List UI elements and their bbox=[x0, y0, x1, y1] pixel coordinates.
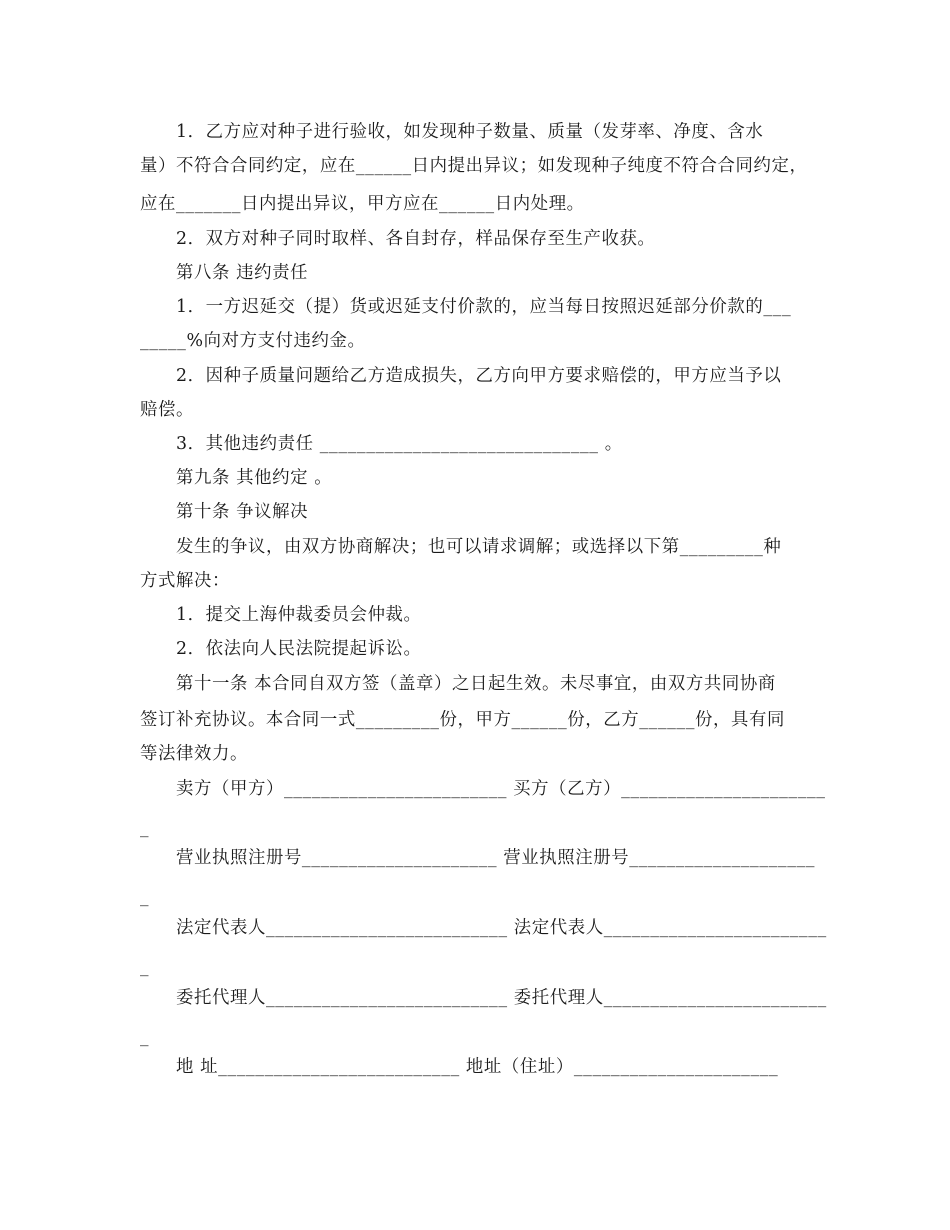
clause-10-option-1: 1．提交上海仲裁委员会仲裁。 bbox=[176, 605, 422, 625]
signature-legal-rep: 法定代表人__________________________ 法定代表人________________________ bbox=[176, 918, 827, 938]
clause-10-body-line-1: 发生的争议，由双方协商解决；也可以请求调解；或选择以下第_________种 bbox=[176, 537, 782, 557]
signature-address: 地 址__________________________ 地址（住址）______________________ bbox=[176, 1057, 779, 1077]
signature-overflow-3: _ bbox=[140, 957, 149, 977]
clause-11-line-1: 第十一条 本合同自双方签（盖章）之日起生效。未尽事宜，由双方共同协商 bbox=[176, 674, 776, 694]
clause-8-item-1-line-2: _____%向对方支付违约金。 bbox=[140, 331, 366, 351]
clause-9-heading: 第九条 其他约定 。 bbox=[176, 468, 333, 488]
clause-8-item-3: 3．其他违约责任 ______________________________ 。 bbox=[176, 434, 623, 454]
signature-overflow-2: _ bbox=[140, 887, 149, 907]
signature-seller-buyer: 卖方（甲方）________________________ 买方（乙方）______________________ bbox=[176, 779, 826, 799]
signature-overflow-4: _ bbox=[140, 1027, 149, 1047]
clause-8-heading: 第八条 违约责任 bbox=[176, 263, 309, 283]
signature-license-number: 营业执照注册号_____________________ 营业执照注册号____________________ bbox=[176, 848, 816, 868]
clause-11-line-2: 签订补充协议。本合同一式_________份，甲方______份，乙方______份，具有同 bbox=[140, 710, 785, 730]
clause-8-item-2-line-1: 2．因种子质量问题给乙方造成损失，乙方向甲方要求赔偿的，甲方应当予以 bbox=[176, 366, 782, 386]
clause-10-heading: 第十条 争议解决 bbox=[176, 502, 309, 522]
signature-agent: 委托代理人__________________________ 委托代理人________________________ bbox=[176, 988, 827, 1008]
clause-7-item-2: 2．双方对种子同时取样、各自封存，样品保存至生产收获。 bbox=[176, 229, 656, 249]
clause-11-line-3: 等法律效力。 bbox=[140, 744, 248, 764]
signature-overflow-1: _ bbox=[140, 818, 149, 838]
clause-7-item-1-line-2: 量）不符合合同约定，应在______日内提出异议；如发现种子纯度不符合合同约定， bbox=[140, 156, 808, 176]
clause-8-item-1-line-1: 1．一方迟延交（提）货或迟延支付价款的，应当每日按照迟延部分价款的___ bbox=[176, 297, 792, 317]
clause-10-body-line-2: 方式解决： bbox=[140, 571, 230, 591]
clause-7-item-1-line-3: 应在_______日内提出异议，甲方应在______日内处理。 bbox=[140, 194, 585, 214]
clause-8-item-2-line-2: 赔偿。 bbox=[140, 400, 194, 420]
clause-7-item-1-line-1: 1．乙方应对种子进行验收，如发现种子数量、质量（发芽率、净度、含水 bbox=[176, 122, 764, 142]
clause-10-option-2: 2．依法向人民法院提起诉讼。 bbox=[176, 639, 422, 659]
